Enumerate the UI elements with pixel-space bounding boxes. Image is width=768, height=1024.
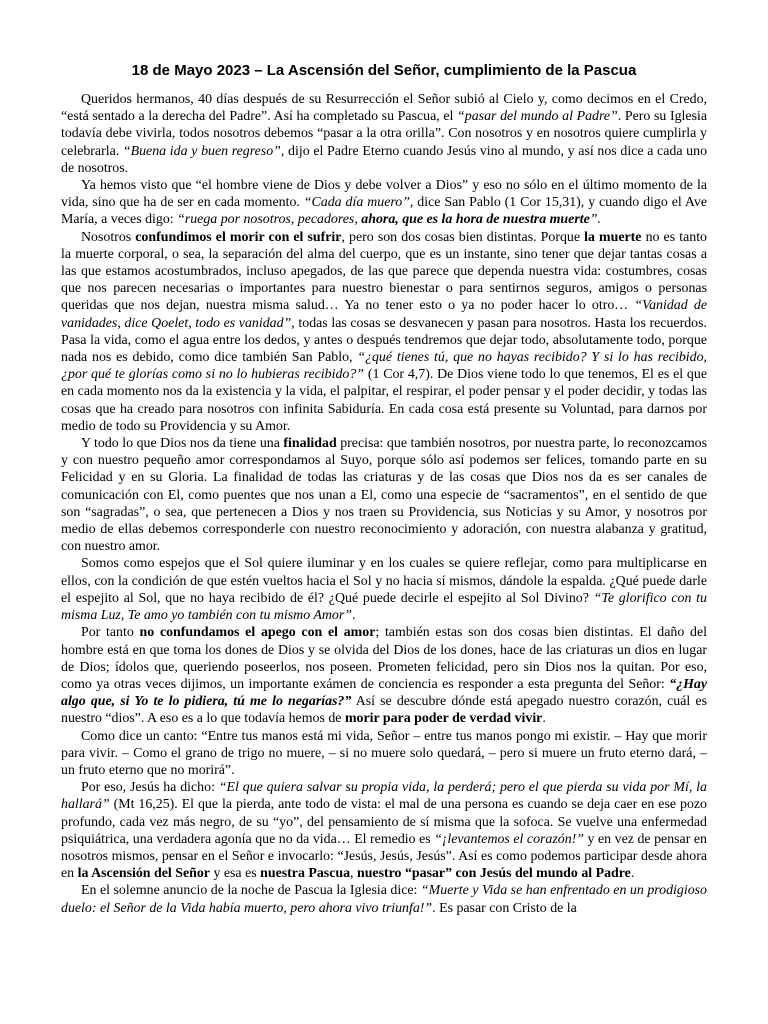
page-title: 18 de Mayo 2023 – La Ascensión del Señor, cumplimiento de la Pascua (131, 62, 637, 79)
text-run: nuestra Pascua (260, 866, 351, 882)
text-run: (Mt 16,25). El que la pierda, ante todo de vista: el mal de una persona es cuando se deja caer en ese pozo profundo, cada vez más negro, de su “yo”, del pensamiento de sí misma que la sofoca. Se vuelve una enfermedad psiquiátrica, una verdadera agonía que no da vida… El remedio es (61, 797, 707, 847)
text-run: “Cada día muero”, (303, 195, 414, 211)
text-run: , (350, 866, 357, 882)
text-run: , todas las cosas se desvanecen y pasan para nosotros. Hasta los recuerdos. Pasa la vida, como el agua entre los dedos, y antes o después tendremos que dejar todo, absolutamente todo, porque nada nos es debido, como dice también San Pablo, (61, 315, 707, 366)
paragraph (61, 624, 707, 727)
text-run: “¿Hay algo que, si Yo te lo pidiera, tú me lo negarías?” (61, 676, 707, 710)
document-body (61, 91, 707, 917)
text-run: . (630, 866, 635, 882)
text-run: . Pero su Iglesia todavía debe vivirla, todos nosotros debemos “pasar a la otra orilla”. Con nosotros y en nosotros quiere cumplirla y celebrarla. (61, 109, 707, 159)
text-run: “Buena ida y buen regreso”, (122, 143, 285, 159)
text-run: la Ascensión del Señor (77, 866, 210, 882)
paragraph (61, 882, 707, 916)
text-run: . (351, 608, 356, 624)
paragraph (61, 91, 707, 177)
paragraph (61, 229, 707, 435)
text-run: Somos como espejos que el Sol quiere iluminar y en los cuales se quiere reflejar, como para multiplicarse en ellos, con la condición de que estén vueltos hacia el Sol y no hacia sí mismos, dándole la espalda. ¿Qué puede darle el espejito al Sol, que no haya recibido de él? ¿Qué puede decirle el espejito al Sol Divino? (61, 556, 707, 606)
text-run: “Vanidad de vanidades, dice Qoelet, todo es vanidad” (61, 298, 707, 331)
text-run: “Te glorifico con tu misma Luz, Te amo yo también con tu mismo Amor” (61, 590, 707, 624)
text-run: nuestro “pasar” con Jesús del mundo al Padre (356, 866, 631, 882)
text-run: ”. (589, 212, 601, 228)
text-run: “¡levantemos el corazón!” (434, 831, 585, 847)
text-run: la muerte (584, 229, 642, 245)
text-run: . (542, 711, 546, 727)
text-run: En el solemne anuncio de la noche de Pascua la Iglesia dice: (81, 883, 421, 899)
text-run: (1 Cor 4,7). De Dios viene todo lo que tenemos, El es el que en cada momento nos da la existencia y la vida, el palpitar, el respirar, el poder pensar y el poder decidir, y todas las cosas que ha creado para nosotros con infinita Sabiduría. En cada cosa está presente su Voluntad, para darnos por medio de todo su Providencia y su Amor. (61, 367, 707, 434)
paragraph (61, 728, 707, 780)
text-run: confundimos el morir con el sufrir (135, 229, 342, 245)
text-run: Nosotros (81, 229, 136, 245)
paragraph (61, 555, 707, 624)
paragraph (61, 779, 707, 882)
text-run: y en vez de pensar en nosotros mismos, pensar en el Señor e invocarlo: “Jesús, Jesús, Jesús”. Así es como podemos participar desde ahora en (61, 831, 707, 882)
text-run: Como dice un canto: “Entre tus manos está mi vida, Señor – entre tus manos pongo mi existir. – Hay que morir para vivir. – Como el grano de trigo no muere, – si no muere solo quedará, – pero si muere un fruto eterno dará, – un fruto eterno que no morirá”. (61, 728, 707, 778)
text-run: “¿qué tienes tú, que no hayas recibido? Y si lo has recibido, ¿por qué te glorías como si no lo hubieras recibido?” (61, 350, 707, 383)
text-run: “ruega por nosotros, pecadores, (177, 212, 362, 228)
text-run: morir para poder de verdad vivir (344, 711, 543, 727)
text-run: , pero son dos cosas bien distintas. Porque (341, 229, 585, 245)
text-run: dijo el Padre Eterno cuando Jesús vino al mundo, y así nos dice a cada uno de nosotros. (61, 143, 708, 176)
text-run: ahora, que es la hora de nuestra muerte (361, 212, 590, 228)
text-run: Y todo lo que Dios nos da tiene una (81, 436, 284, 452)
text-run: “pasar del mundo al Padre” (457, 109, 618, 125)
paragraph (61, 435, 707, 555)
text-run: dice San Pablo (1 Cor 15,31), y cuando digo el Ave María, a veces digo: (61, 195, 707, 228)
text-run: precisa: que también nosotros, por nuestra parte, lo reconozcamos y con nuestro pequeño amor correspondamos al Suyo, porque sólo así podemos ser felices, tomando parte en su Felicidad y en su Gloria. La finalidad de todas las criaturas y de las cosas que Dios nos da es ser canales de comunicación con El, como puentes que nos unan a El, como una especie de “sacramentos”, en el sentido de que son “sagradas”, o sea, que pertenecen a Dios y nos traen su Providencia, sus Noticias y su Amor, y nosotros por medio de ellas debemos corresponderle con nuestro reconocimiento y adoración, con nuestra alabanza y gratitud, con nuestro amor. (61, 436, 707, 555)
text-run: “Muerte y Vida se han enfrentado en un prodigioso duelo: el Señor de la Vida había muerto, pero ahora vivo triunfa!” (61, 883, 708, 916)
paragraph (61, 177, 707, 229)
text-run: y esa es (209, 866, 261, 882)
text-run: Por tanto (81, 625, 140, 641)
text-run: no es tanto la muerte corporal, o sea, la separación del alma del cuerpo, que es un instante, sino tener que dejar tantas cosas a las que estamos acostumbrados, incluso apegados, de las que parece que dependa nuestra vida: costumbres, cosas que nos parecen necesarias o importantes para nuestro bienestar o para sentirnos seguros, amigos o personas queridas que nos dejan, nuestra misma salud… Ya no tener esto o ya no poder hacer lo otro… (61, 229, 707, 314)
text-run: Ya hemos visto que “el hombre viene de Dios y debe volver a Dios” y eso no sólo en el último momento de la vida, sino que ha de ser en cada momento. (61, 178, 707, 211)
text-run: Queridos hermanos, 40 días después de su Resurrección el Señor subió al Cielo y, como decimos en el Credo, “está sentado a la derecha del Padre”. Así ha completado su Pascua, el (61, 92, 707, 125)
text-run: Así se descubre dónde está apegado nuestro corazón, cuál es nuestro “dios”. A eso es a lo que todavía hemos de (61, 694, 707, 727)
text-run: “El que quiera salvar su propia vida, la perderá; pero el que pierda su vida por Mí, la hallará” (61, 780, 707, 813)
text-run: finalidad (283, 436, 337, 452)
text-run: Por eso, Jesús ha dicho: (81, 780, 219, 796)
text-run: ; también estas son dos cosas bien distintas. El daño del hombre está en que toma los dones de Dios y se olvida del Dios de los dones, hace de las criaturas un dios en lugar de Dios; ídolos que, queriendo poseerlos, nos poseen. Prometen felicidad, pero sin Dios nos la quitan. Por eso, como ya otras veces dijimos, un importante exámen de conciencia es responder a esta pregunta del Señor: (61, 625, 707, 692)
text-run: no confundamos el apego con el amor (139, 625, 376, 641)
text-run: . Es pasar con Cristo de la (432, 900, 577, 916)
